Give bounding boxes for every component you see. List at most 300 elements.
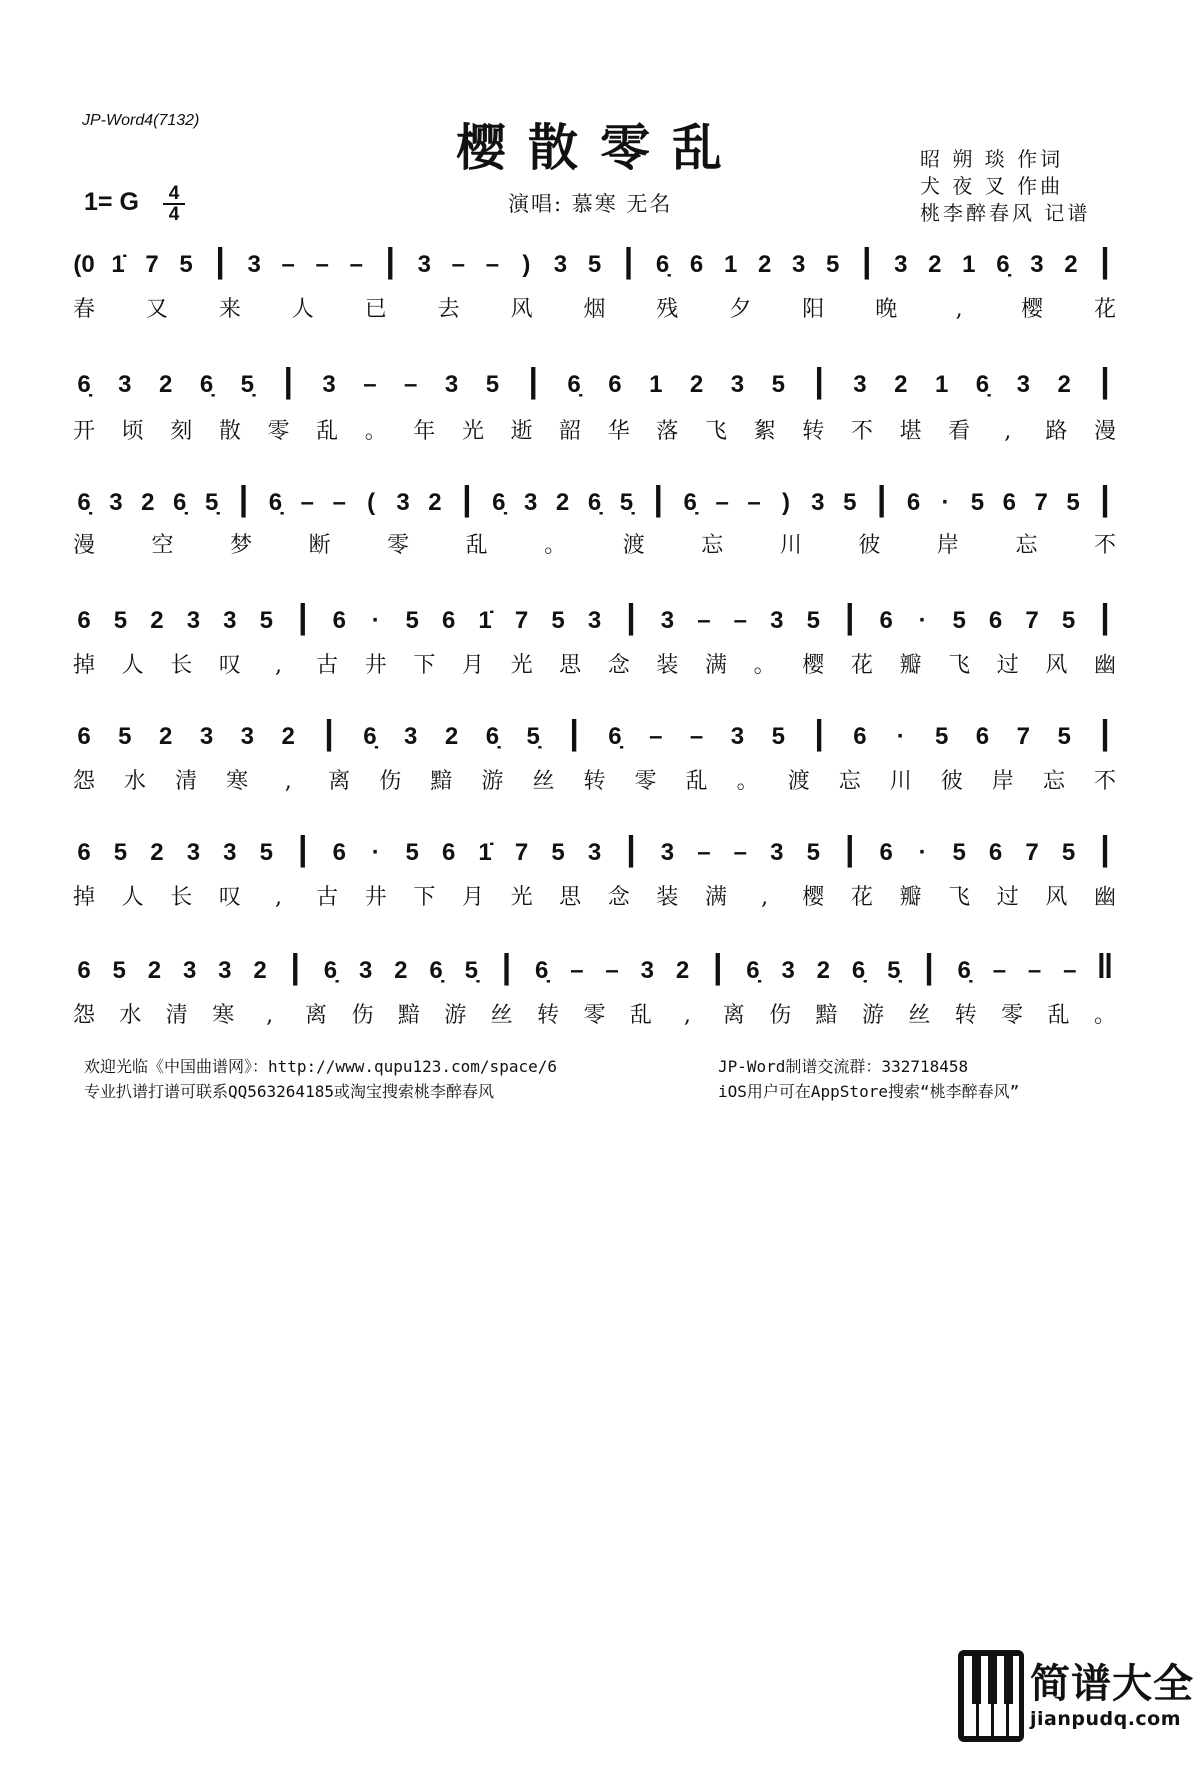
lyric-char: 井 bbox=[364, 653, 387, 678]
score-note: 7 bbox=[514, 607, 529, 634]
composer-credit: 犬 夜 叉 作曲 bbox=[920, 174, 1064, 198]
lyric-char: 樱 bbox=[802, 885, 825, 910]
lyric-char: 人 bbox=[121, 653, 144, 678]
lyric-char: 丝 bbox=[908, 1003, 931, 1028]
lyric-char: 念 bbox=[607, 653, 630, 678]
lyric-char: 古 bbox=[316, 885, 339, 910]
lyric-char: 乱 bbox=[629, 1003, 652, 1028]
lyric-char: 花 bbox=[1093, 297, 1117, 322]
score-note: 2 bbox=[159, 723, 173, 750]
score-note: 3 bbox=[770, 607, 784, 634]
score-note: 2 bbox=[816, 957, 831, 984]
score-note: – bbox=[733, 839, 748, 866]
bar-line: | bbox=[1100, 362, 1110, 400]
score-note: – bbox=[363, 371, 377, 398]
score-note: 5 bbox=[405, 839, 419, 866]
score-note: 5 bbox=[970, 489, 985, 516]
lyric-char: 离 bbox=[328, 769, 351, 794]
score-note: 5 bbox=[118, 723, 132, 750]
lyric-char: 空 bbox=[151, 533, 174, 558]
lyric-char: 丝 bbox=[532, 769, 555, 794]
lyric-char: 忘 bbox=[701, 533, 724, 558]
lyric-char: 水 bbox=[119, 1003, 142, 1028]
score-note: 6̣ bbox=[173, 489, 187, 516]
score-note: 6 bbox=[879, 839, 893, 866]
score-note: 5 bbox=[1057, 723, 1071, 750]
lyric-char: 伤 bbox=[769, 1003, 792, 1028]
lyric-char: 转 bbox=[802, 419, 825, 444]
score-note: 1̇ bbox=[478, 839, 492, 866]
score-note: 5 bbox=[843, 489, 857, 516]
bar-line: | bbox=[626, 598, 636, 636]
lyric-char: 念 bbox=[607, 885, 630, 910]
lyric-char: 光 bbox=[510, 653, 533, 678]
score-note: 2 bbox=[1064, 251, 1078, 278]
score-note: 3 bbox=[322, 371, 336, 398]
lyric-char: 寒 bbox=[212, 1003, 235, 1028]
lyric-char: , bbox=[284, 769, 292, 794]
lyric-char: 井 bbox=[364, 885, 387, 910]
score-note: 2 bbox=[928, 251, 942, 278]
lyric-char: 转 bbox=[583, 769, 606, 794]
score-note: 6 bbox=[988, 839, 1003, 866]
score-note: · bbox=[941, 489, 950, 516]
lyric-char: 樱 bbox=[802, 653, 825, 678]
lyric-char: 絮 bbox=[753, 419, 776, 444]
score-note: 5 bbox=[771, 723, 785, 750]
lyric-char: 路 bbox=[1045, 419, 1068, 444]
score-note: 5 bbox=[934, 723, 949, 750]
bar-line: | bbox=[712, 948, 723, 986]
score-note: 2 bbox=[394, 957, 408, 984]
score-note: 6̣ bbox=[975, 371, 990, 398]
lyric-char: 长 bbox=[170, 885, 193, 910]
score-note: 5̣ bbox=[887, 957, 901, 984]
score-note: 6̣ bbox=[608, 723, 622, 750]
score-note: 6̣ bbox=[655, 251, 670, 278]
score-note: 2 bbox=[281, 723, 295, 750]
bar-line: | bbox=[626, 830, 636, 868]
footer-left bbox=[84, 1054, 557, 1104]
score-note: 3 bbox=[730, 723, 745, 750]
score-note: 6 bbox=[608, 371, 622, 398]
lyric-char: 思 bbox=[559, 653, 582, 678]
score-note: · bbox=[918, 839, 927, 866]
lyric-char: 幽 bbox=[1093, 653, 1117, 678]
score-note: 3 bbox=[660, 839, 675, 866]
lyric-char: 伤 bbox=[351, 1003, 374, 1028]
score-note: 5 bbox=[551, 839, 565, 866]
score-note: 6̣ bbox=[323, 957, 338, 984]
score-note: – bbox=[1027, 957, 1042, 984]
lyric-char: 古 bbox=[316, 653, 339, 678]
score-note: 6 bbox=[441, 607, 456, 634]
lyric-char: 又 bbox=[145, 297, 168, 322]
lyric-char: , bbox=[1004, 419, 1012, 444]
score-note: 6 bbox=[689, 251, 704, 278]
lyric-char: 堪 bbox=[899, 419, 922, 444]
lyric-char: 零 bbox=[267, 419, 290, 444]
lyric-char: 零 bbox=[634, 769, 657, 794]
lyric-char: 过 bbox=[996, 653, 1019, 678]
lyric-char: 落 bbox=[656, 419, 679, 444]
lyric-char: 怨 bbox=[72, 1003, 96, 1028]
score-note: 1 bbox=[723, 251, 738, 278]
score-note: 3 bbox=[218, 957, 232, 984]
lyric-char: 渡 bbox=[787, 769, 810, 794]
lyric-char: , bbox=[761, 885, 769, 910]
score-note: 2 bbox=[444, 723, 459, 750]
score-note: 3 bbox=[587, 607, 602, 634]
bar-line: | bbox=[528, 362, 538, 400]
score-note: 6 bbox=[77, 957, 91, 984]
lyric-char: 游 bbox=[861, 1003, 884, 1028]
bar-line: | bbox=[385, 242, 396, 280]
bar-line: | bbox=[844, 830, 855, 868]
score-note: 3 bbox=[770, 839, 784, 866]
score-note: 5 bbox=[806, 839, 820, 866]
score-note: 6̣ bbox=[363, 723, 377, 750]
lyric-char: 离 bbox=[722, 1003, 745, 1028]
score-note: 2 bbox=[428, 489, 442, 516]
score-note: – bbox=[605, 957, 619, 984]
score-note: 3 bbox=[1030, 251, 1044, 278]
score-note: 3 bbox=[247, 251, 261, 278]
score-note: 3 bbox=[587, 839, 602, 866]
score-note: – bbox=[300, 489, 315, 516]
score-note: 2 bbox=[141, 489, 155, 516]
score-note: 6 bbox=[906, 489, 921, 516]
watermark-url: jianpudq.com bbox=[1030, 1708, 1182, 1730]
lyric-char: 人 bbox=[291, 297, 314, 322]
bar-line: | bbox=[462, 480, 472, 518]
score-note: 6̣ bbox=[77, 489, 91, 516]
score-note: 2 bbox=[147, 957, 162, 984]
lyric-char: , bbox=[274, 653, 282, 678]
score-note: 6̣ bbox=[492, 489, 506, 516]
lyric-char: 彼 bbox=[858, 533, 881, 558]
bar-line: | bbox=[215, 242, 225, 280]
score-note: 3 bbox=[553, 251, 568, 278]
lyric-char: 零 bbox=[583, 1003, 606, 1028]
score-note: 3 bbox=[199, 723, 214, 750]
score-note: 5 bbox=[952, 839, 966, 866]
score-note: 2 bbox=[159, 371, 173, 398]
lyric-char: 掉 bbox=[72, 653, 96, 678]
score-note: 5 bbox=[587, 251, 602, 278]
score-note: 5̣ bbox=[240, 371, 255, 398]
lyric-char: 叹 bbox=[218, 653, 241, 678]
score-note: ) bbox=[781, 489, 790, 516]
score-note: 1 bbox=[934, 371, 949, 398]
score-note: – bbox=[485, 251, 500, 278]
lyric-char: 月 bbox=[461, 885, 484, 910]
lyric-char: 梦 bbox=[230, 533, 253, 558]
song-title: 樱散零乱 bbox=[456, 118, 744, 177]
lyric-char: 。 bbox=[736, 769, 759, 794]
footer-left-line: 专业扒谱打谱可联系QQ563264185或淘宝搜索桃李醉春风 bbox=[84, 1082, 494, 1101]
score-note: 1̇ bbox=[111, 251, 125, 278]
score-note: 6̣ bbox=[567, 371, 581, 398]
bar-line: | bbox=[1100, 714, 1110, 752]
lyric-char: 光 bbox=[510, 885, 533, 910]
lyric-char: 游 bbox=[444, 1003, 467, 1028]
score-note: 3 bbox=[853, 371, 867, 398]
score-note: 3 bbox=[186, 607, 201, 634]
bar-line: | bbox=[298, 598, 308, 636]
score-note: 5̣ bbox=[526, 723, 540, 750]
lyric-char: , bbox=[955, 297, 963, 322]
lyric-char: 掉 bbox=[72, 885, 96, 910]
score-note: – bbox=[332, 489, 346, 516]
score-note: – bbox=[349, 251, 363, 278]
bar-line: | bbox=[862, 242, 872, 280]
score-note: 6̣ bbox=[851, 957, 866, 984]
lyric-char: 花 bbox=[850, 653, 873, 678]
score-note: – bbox=[733, 607, 748, 634]
lyric-char: 风 bbox=[510, 297, 533, 322]
score-note: 6̣ bbox=[683, 489, 697, 516]
lyric-char: 怨 bbox=[72, 769, 96, 794]
lyric-char: 华 bbox=[607, 419, 630, 444]
lyric-char: 。 bbox=[1093, 1003, 1117, 1028]
score-note: ( bbox=[367, 489, 376, 516]
lyric-char: 岸 bbox=[936, 533, 959, 558]
score-note: 6̣ bbox=[587, 489, 602, 516]
score-note: (0 bbox=[73, 251, 95, 278]
score-note: 6̣ bbox=[746, 957, 760, 984]
footer-right-line: iOS用户可在AppStore搜索“桃李醉春风” bbox=[718, 1082, 1020, 1101]
bar-line: | bbox=[814, 714, 824, 752]
score-note: 7 bbox=[1025, 839, 1039, 866]
score-note: 3 bbox=[404, 723, 418, 750]
score-note: 5 bbox=[259, 607, 274, 634]
lyric-char: 游 bbox=[481, 769, 504, 794]
lyric-char: 离 bbox=[305, 1003, 328, 1028]
score-note: 6 bbox=[77, 723, 91, 750]
score-note: 6 bbox=[77, 607, 91, 634]
lyric-char: 年 bbox=[413, 419, 436, 444]
score-note: 3 bbox=[660, 607, 675, 634]
lyric-char: 长 bbox=[170, 653, 193, 678]
score-note: 6̣ bbox=[996, 251, 1010, 278]
score-note: 3 bbox=[223, 607, 237, 634]
score-note: 6̣ bbox=[535, 957, 549, 984]
key-signature: 1= G bbox=[84, 188, 139, 216]
score-note: 3 bbox=[781, 957, 795, 984]
score-note: 6 bbox=[988, 607, 1003, 634]
score-note: 3 bbox=[417, 251, 432, 278]
score-note: 5 bbox=[806, 607, 820, 634]
lyric-char: 下 bbox=[413, 653, 436, 678]
bar-line: | bbox=[653, 480, 664, 518]
score-note: 3 bbox=[811, 489, 825, 516]
lyric-char: 。 bbox=[544, 533, 567, 558]
software-label: JP-Word4(7132) bbox=[82, 112, 200, 129]
score-note: – bbox=[315, 251, 329, 278]
lyric-char: 乱 bbox=[316, 419, 339, 444]
bar-line: | bbox=[1100, 480, 1110, 518]
score-note: 6 bbox=[332, 839, 346, 866]
score-note: 5 bbox=[551, 607, 565, 634]
lyric-char: 乱 bbox=[465, 533, 488, 558]
score-note: 3 bbox=[118, 371, 132, 398]
lyric-char: 黯 bbox=[430, 769, 453, 794]
lyric-char: 散 bbox=[218, 419, 241, 444]
lyric-char: 满 bbox=[705, 885, 728, 910]
bar-line: | bbox=[501, 948, 512, 986]
score-note: · bbox=[371, 607, 380, 634]
bar-line: | bbox=[283, 362, 293, 400]
score-note: – bbox=[715, 489, 729, 516]
score-note: – bbox=[570, 957, 584, 984]
lyric-char: 渡 bbox=[622, 533, 645, 558]
lyric-char: 满 bbox=[705, 653, 728, 678]
score-note: – bbox=[1063, 957, 1077, 984]
lyric-char: 逝 bbox=[510, 419, 533, 444]
lyric-char: 光 bbox=[461, 419, 484, 444]
score-note: 1 bbox=[649, 371, 663, 398]
bar-line: | bbox=[238, 480, 249, 518]
score-note: 6 bbox=[441, 839, 456, 866]
transcriber-credit: 桃李醉春风 记谱 bbox=[920, 201, 1091, 225]
lyric-char: 顷 bbox=[121, 419, 144, 444]
score-note: 2 bbox=[555, 489, 570, 516]
score-note: · bbox=[896, 723, 905, 750]
lyric-char: 装 bbox=[656, 885, 679, 910]
lyric-char: 残 bbox=[656, 297, 679, 322]
lyric-char: 叹 bbox=[218, 885, 241, 910]
score-note: 5 bbox=[1061, 839, 1076, 866]
lyric-char: 开 bbox=[72, 419, 96, 444]
score-note: 2 bbox=[150, 607, 164, 634]
lyric-char: 韶 bbox=[559, 419, 582, 444]
score-note: 5 bbox=[1061, 607, 1076, 634]
score-note: 3 bbox=[730, 371, 745, 398]
score-note: ) bbox=[522, 251, 531, 278]
score-note: 6 bbox=[879, 607, 893, 634]
bar-line: | bbox=[876, 480, 887, 518]
score-note: 5̣ bbox=[204, 489, 219, 516]
score-note: 3 bbox=[640, 957, 654, 984]
score-note: 3 bbox=[109, 489, 123, 516]
lyric-char: 。 bbox=[753, 653, 776, 678]
score-note: 3 bbox=[792, 251, 806, 278]
lyric-char: 飞 bbox=[705, 419, 728, 444]
score-note: 3 bbox=[524, 489, 538, 516]
score-note: 5 bbox=[1066, 489, 1080, 516]
score-note: 6̣ bbox=[429, 957, 443, 984]
lyric-char: 转 bbox=[537, 1003, 560, 1028]
lyric-char: 人 bbox=[121, 885, 144, 910]
score-note: – bbox=[697, 839, 711, 866]
bar-line: | bbox=[1100, 830, 1110, 868]
score-note: 2 bbox=[1057, 371, 1071, 398]
score-note: 2 bbox=[894, 371, 908, 398]
score-note: 5 bbox=[952, 607, 966, 634]
score-note: 3 bbox=[186, 839, 201, 866]
score-note: 5 bbox=[771, 371, 785, 398]
bar-line: | bbox=[844, 598, 855, 636]
lyric-char: , bbox=[274, 885, 282, 910]
score-note: 3 bbox=[894, 251, 908, 278]
score-note: 5 bbox=[113, 839, 128, 866]
score-note: 6 bbox=[77, 839, 91, 866]
score-note: – bbox=[404, 371, 418, 398]
lyric-char: 丝 bbox=[490, 1003, 513, 1028]
score-note: 1̇ bbox=[478, 607, 492, 634]
score-note: 3 bbox=[358, 957, 373, 984]
lyric-char: 清 bbox=[175, 769, 198, 794]
watermark-name: 简谱大全 bbox=[1030, 1661, 1194, 1707]
lyric-char: 春 bbox=[72, 297, 96, 322]
score-note: – bbox=[697, 607, 711, 634]
footer-right-line: JP-Word制谱交流群：332718458 bbox=[718, 1057, 969, 1076]
singer-label: 演唱: 慕寒 无名 bbox=[508, 192, 673, 216]
bar-line: | bbox=[1100, 242, 1110, 280]
score-note: – bbox=[992, 957, 1007, 984]
score-note: 5 bbox=[405, 607, 419, 634]
score-note: 5 bbox=[113, 607, 128, 634]
score-note: 3 bbox=[223, 839, 237, 866]
score-note: · bbox=[371, 839, 380, 866]
lyric-char: 清 bbox=[165, 1003, 188, 1028]
lyric-char: 已 bbox=[364, 297, 387, 322]
lyric-char: 黯 bbox=[815, 1003, 838, 1028]
lyric-char: 花 bbox=[850, 885, 873, 910]
lyric-char: , bbox=[266, 1003, 274, 1028]
lyric-char: 。 bbox=[364, 419, 387, 444]
score-note: 2 bbox=[689, 371, 704, 398]
score-note: 6̣ bbox=[485, 723, 500, 750]
lyric-char: 阳 bbox=[802, 297, 825, 322]
lyric-char: 零 bbox=[1001, 1003, 1024, 1028]
footer-right bbox=[718, 1054, 1019, 1104]
score-note: · bbox=[918, 607, 927, 634]
score-note: – bbox=[281, 251, 295, 278]
lyric-char: 不 bbox=[1093, 769, 1117, 794]
lyric-char: 飞 bbox=[948, 653, 971, 678]
score-note: 6̣ bbox=[77, 371, 91, 398]
score-note: 3 bbox=[240, 723, 255, 750]
lyric-char: 转 bbox=[954, 1003, 977, 1028]
score-note: 2 bbox=[150, 839, 164, 866]
score-note: 6 bbox=[853, 723, 867, 750]
score-note: – bbox=[649, 723, 663, 750]
lyric-char: 月 bbox=[461, 653, 484, 678]
score-note: 5̣ bbox=[464, 957, 478, 984]
score-note: 5 bbox=[485, 371, 500, 398]
lyric-char: 飞 bbox=[948, 885, 971, 910]
lyric-char: 烟 bbox=[583, 297, 606, 322]
bar-line: | bbox=[569, 714, 579, 752]
lyric-char: 水 bbox=[124, 769, 147, 794]
time-signature-top: 4 bbox=[168, 183, 180, 204]
lyric-char: 不 bbox=[1093, 533, 1117, 558]
lyric-char: 忘 bbox=[1042, 769, 1065, 794]
score-note: 6 bbox=[1002, 489, 1016, 516]
lyric-char: 乱 bbox=[685, 769, 708, 794]
bar-line: | bbox=[324, 714, 334, 752]
lyric-char: 伤 bbox=[379, 769, 402, 794]
score-note: 3 bbox=[396, 489, 410, 516]
lyric-char: 瓣 bbox=[899, 653, 922, 678]
lyric-char: 零 bbox=[387, 533, 410, 558]
score-note: 7 bbox=[1025, 607, 1039, 634]
score-note: 2 bbox=[675, 957, 690, 984]
score-note: 3 bbox=[182, 957, 197, 984]
score-note: 6̣ bbox=[957, 957, 971, 984]
